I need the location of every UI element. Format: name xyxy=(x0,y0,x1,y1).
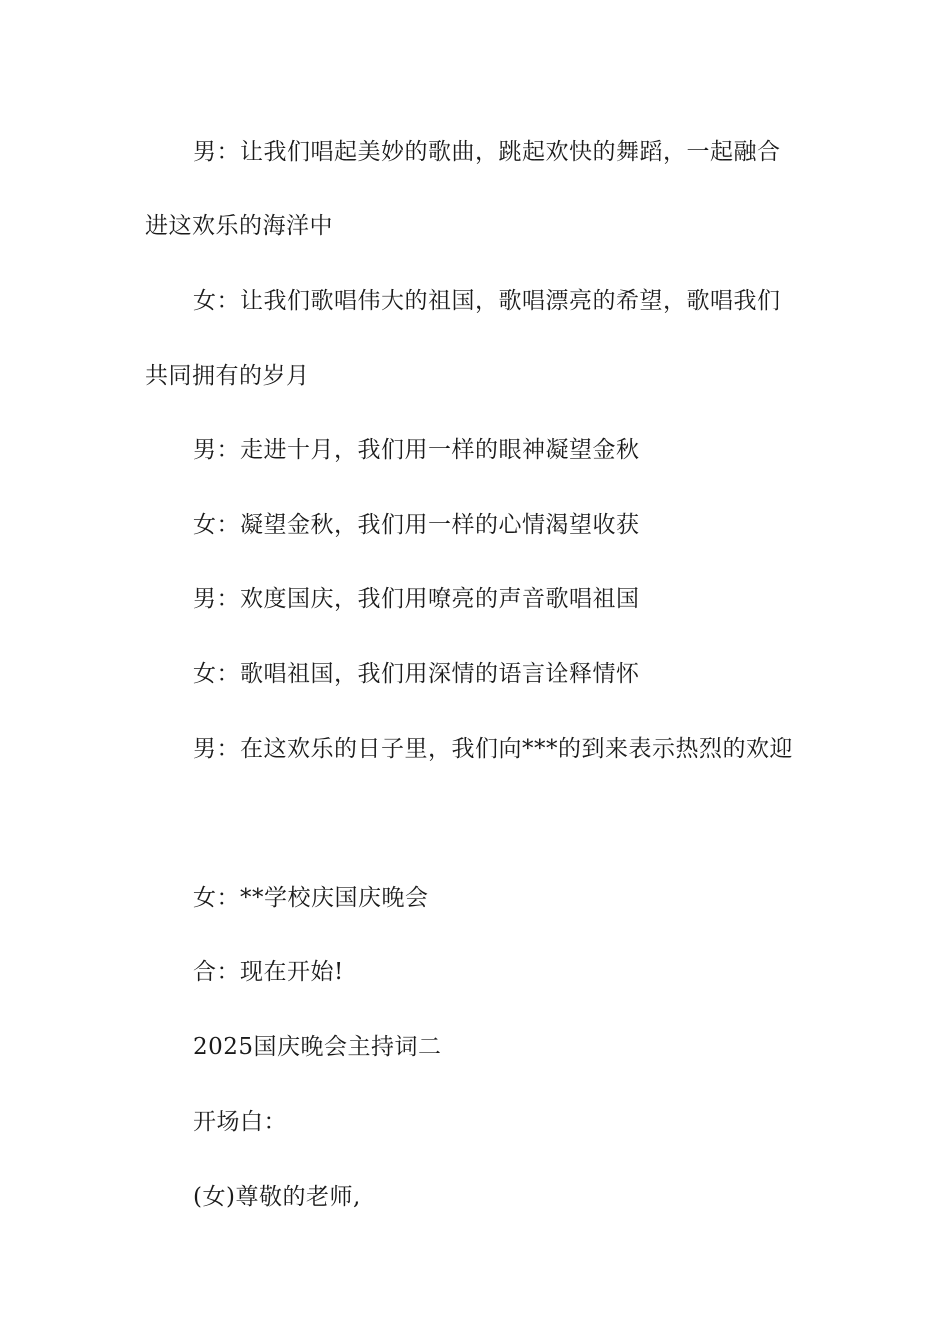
paragraph-7: 男：在这欢乐的日子里，我们向***的到来表示热烈的欢迎 xyxy=(193,736,793,762)
paragraph-3: 男：走进十月，我们用一样的眼神凝望金秋 xyxy=(193,437,640,463)
paragraph-4: 女：凝望金秋，我们用一样的心情渴望收获 xyxy=(193,512,640,538)
section-title: 2025国庆晚会主持词二 xyxy=(193,1034,442,1060)
paragraph-11: 开场白： xyxy=(193,1109,287,1135)
paragraph-9: 合：现在开始! xyxy=(193,959,344,985)
paragraph-2-line-2: 共同拥有的岁月 xyxy=(145,363,310,389)
paragraph-5: 男：欢度国庆，我们用嘹亮的声音歌唱祖国 xyxy=(193,586,640,612)
paragraph-2-line-1: 女：让我们歌唱伟大的祖国，歌唱漂亮的希望，歌唱我们 xyxy=(193,288,781,314)
paragraph-1-line-2: 进这欢乐的海洋中 xyxy=(145,213,333,239)
paragraph-12: (女)尊敬的老师, xyxy=(193,1184,361,1210)
paragraph-1-line-1: 男：让我们唱起美妙的歌曲，跳起欢快的舞蹈，一起融合 xyxy=(193,139,781,165)
paragraph-8: 女：**学校庆国庆晚会 xyxy=(193,885,429,911)
paragraph-6: 女：歌唱祖国，我们用深情的语言诠释情怀 xyxy=(193,661,640,687)
